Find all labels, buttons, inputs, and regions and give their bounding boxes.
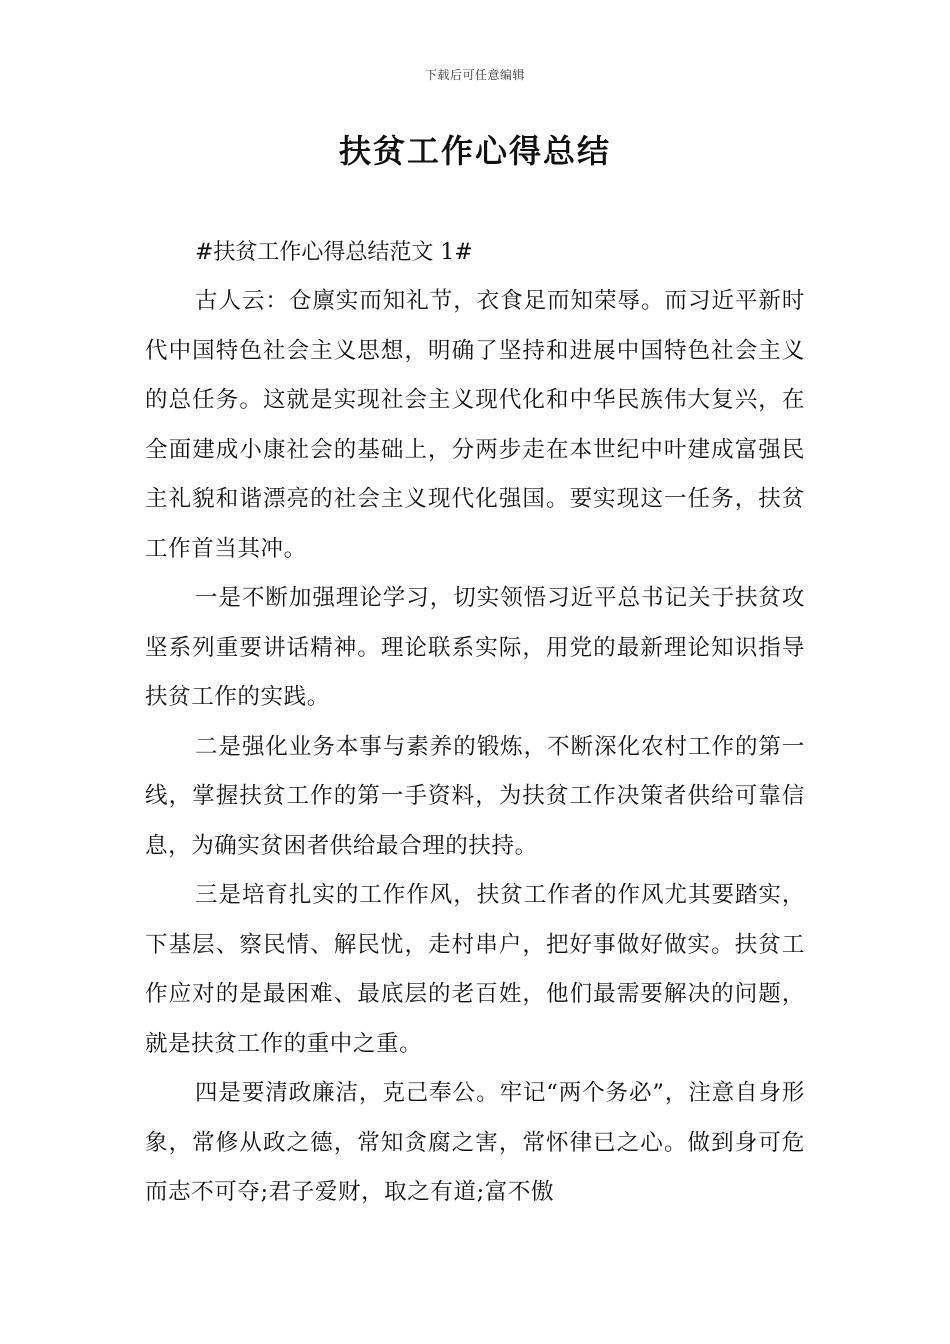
paragraph-point-2: 二是强化业务本事与素养的锻炼，不断深化农村工作的第一线，掌握扶贫工作的第一手资料，为扶贫工作决策者供给可靠信息，为确实贫困者供给最合理的扶持。 (145, 733, 805, 859)
paragraph-point-3: 三是培育扎实的工作作风，扶贫工作者的作风尤其要踏实，下基层、察民情、解民忧，走村串户，把好事做好做实。扶贫工作应对的是最困难、最底层的老百姓，他们最需要解决的问题，就是扶贫工作的重中之重。 (145, 882, 805, 1057)
document-body (145, 228, 805, 1218)
paragraph-intro: 古人云：仓廪实而知礼节，衣食足而知荣辱。而习近平新时代中国特色社会主义思想，明确了坚持和进展中国特色社会主义的总任务。这就是实现社会主义现代化和中华民族伟大复兴，在全面建成小康社会的基础上，分两步走在本世纪中叶建成富强民主礼貌和谐漂亮的社会主义现代化强国。要实现这一任务，扶贫工作首当其冲。 (145, 288, 805, 562)
header-note: 下载后可任意编辑 (424, 68, 525, 82)
paragraph-point-4: 四是要清政廉洁，克己奉公。牢记“两个务必”，注意自身形象，常修从政之德，常知贪腐之害，常怀律已之心。做到身可危而志不可夺;君子爱财，取之有道;富不傲 (145, 1080, 805, 1205)
paragraph-point-1: 一是不断加强理论学习，切实领悟习近平总书记关于扶贫攻坚系列重要讲话精神。理论联系实际，用党的最新理论知识指导扶贫工作的实践。 (145, 585, 805, 710)
section-heading: #扶贫工作心得总结范文 1# (195, 240, 473, 265)
document-title: 扶贫工作心得总结 (338, 132, 611, 170)
